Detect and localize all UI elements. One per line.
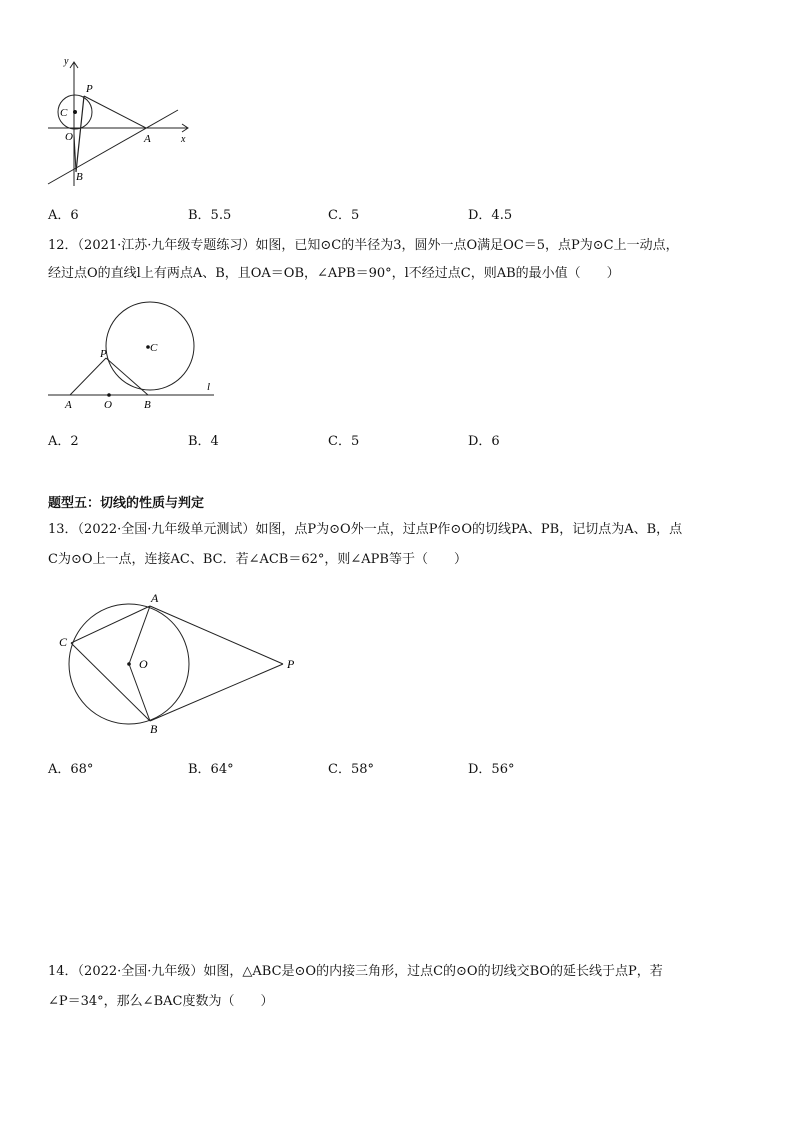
q12-figure [40,294,230,414]
q12-option-c[interactable]: C．5 [328,434,360,449]
q13-label-c: C [59,635,68,649]
q14-line-1: 14．（2022·全国·九年级）如图，△ABC是⊙O的内接三角形，过点C的⊙O的切线交BO的延长线于点P，若 [48,964,663,979]
q11-option-b[interactable]: B．5.5 [188,208,232,223]
q11-options [48,204,648,224]
q13-line-2: C为⊙O上一点，连接AC、BC．若∠ACB＝62°，则∠APB等于（ ） [48,552,467,567]
q11-label-x: x [181,134,186,145]
q13-label-b: B [150,722,158,736]
q12-label-l: l [207,381,211,393]
q13-option-b[interactable]: B．64° [188,762,234,777]
q14-line-2: ∠P＝34°，那么∠BAC度数为（ ） [48,994,274,1009]
q13-label-a: A [151,591,159,605]
q13-label-p: P [287,657,295,671]
q12-option-a[interactable]: A．2 [48,434,79,449]
q12-option-d[interactable]: D．6 [468,434,500,449]
q13-option-c[interactable]: C．58° [328,762,374,777]
q13-label-o: O [139,657,148,671]
q12-label-c: C [150,342,158,354]
q13-figure [50,588,310,738]
q11-option-a[interactable]: A．6 [48,208,79,223]
q12-option-b[interactable]: B．4 [188,434,219,449]
q11-label-p: P [86,83,93,95]
q12-label-b: B [144,399,151,411]
q12-label-o: O [104,399,112,411]
q12-line-2: 经过点O的直线l上有两点A、B，且OA＝OB，∠APB＝90°，l不经过点C，则AB的最小值（ ） [48,266,620,281]
q12-options [48,430,648,450]
q11-label-c: C [60,107,68,119]
q11-figure [40,50,200,190]
q13-line-1: 13．（2022·全国·九年级单元测试）如图，点P为⊙O外一点，过点P作⊙O的切线PA、PB，记切点为A、B，点 [48,522,683,537]
q11-option-c[interactable]: C．5 [328,208,360,223]
q11-label-b: B [76,171,83,183]
q13-option-a[interactable]: A．68° [48,762,94,777]
q11-label-o: O [65,131,73,143]
q11-option-d[interactable]: D．4.5 [468,208,513,223]
q13-option-d[interactable]: D．56° [468,762,515,777]
section-heading: 题型五：切线的性质与判定 [48,496,205,511]
q12-label-a: A [65,399,72,411]
q12-line-1: 12．（2021·江苏·九年级专题练习）如图，已知⊙C的半径为3，圆外一点O满足OC＝5，点P为⊙C上一动点， [48,238,679,253]
q13-options [48,758,648,778]
q11-label-y: y [64,56,69,67]
q11-label-a: A [144,133,151,145]
q12-label-p: P [100,348,107,360]
